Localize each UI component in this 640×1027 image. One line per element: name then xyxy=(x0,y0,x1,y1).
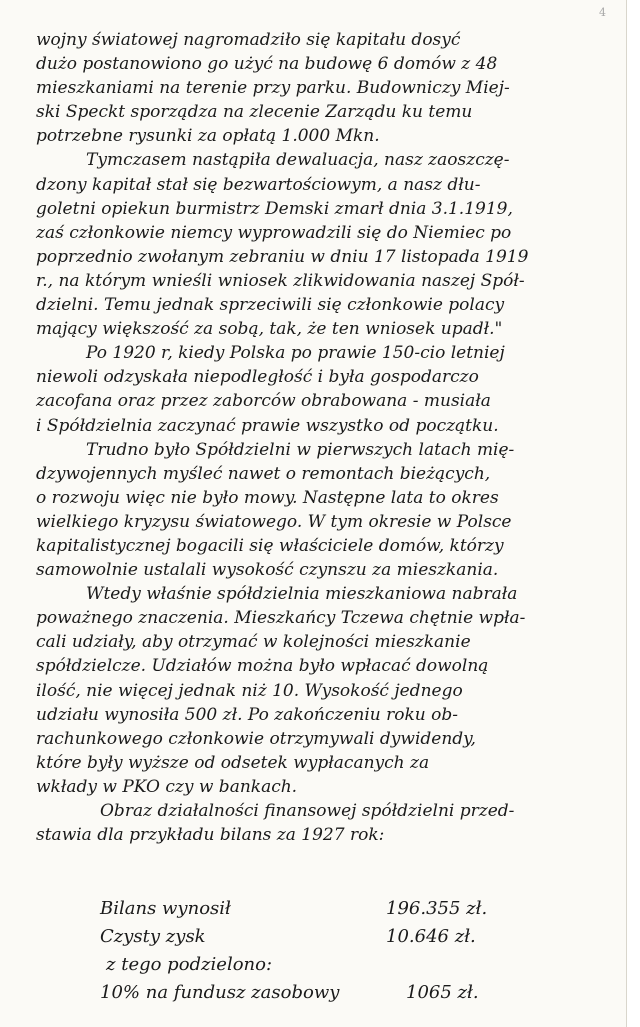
bilans-value: 196.355 zł. xyxy=(386,898,488,919)
text-line: poprzednio zwołanym zebraniu w dniu 17 listopada 1919 xyxy=(36,246,529,267)
text-line: i Spółdzielnia zaczynać prawie wszystko od początku. xyxy=(36,415,499,436)
paragraph-start: Trudno było Spółdzielni w pierwszych latach mię- xyxy=(86,439,515,460)
bilans-label: z tego podzielono: xyxy=(106,954,273,975)
bilans-value: 10.646 zł. xyxy=(386,926,476,947)
text-line: ski Speckt sporządza na zlecenie Zarządu ku temu xyxy=(36,102,473,123)
body-text xyxy=(36,32,601,851)
text-line: zaś członkowie niemcy wyprowadzili się do Niemiec po xyxy=(36,222,512,243)
text-line: ilość, nie więcej jednak niż 10. Wysokość jednego xyxy=(36,680,463,701)
paragraph-start: Obraz działalności finansowej spółdzielni przed- xyxy=(100,801,515,821)
paragraph-start: Po 1920 r, kiedy Polska po prawie 150-cio letniej xyxy=(86,343,505,364)
text-line: dzywojennych myśleć nawet o remontach bieżących, xyxy=(36,463,491,484)
text-line: wojny światowej nagromadziło się kapitału dosyć xyxy=(36,30,461,50)
text-line: mający większość za sobą, tak, że ten wniosek upadł." xyxy=(36,319,503,340)
paragraph-start: Wtedy właśnie spółdzielnia mieszkaniowa nabrała xyxy=(86,584,518,605)
text-line: mieszkaniami na terenie przy parku. Budowniczy Miej- xyxy=(36,78,510,99)
text-line: dzielni. Temu jednak sprzeciwili się członkowie polacy xyxy=(36,295,505,316)
bilans-label: 10% na fundusz zasobowy xyxy=(100,982,340,1003)
text-line: goletni opiekun burmistrz Demski zmarł dnia 3.1.1919, xyxy=(36,198,513,219)
text-line: dzony kapitał stał się bezwartościowym, a nasz dłu- xyxy=(36,174,481,195)
text-line: o rozwoju więc nie było mowy. Następne lata to okres xyxy=(36,487,499,508)
bilans-label: Bilans wynosił xyxy=(100,898,231,919)
text-line: wkłady w PKO czy w bankach. xyxy=(36,776,298,797)
text-line: niewoli odzyskała niepodległość i była gospodarczo xyxy=(36,367,479,388)
text-line: cali udziały, aby otrzymać w kolejności mieszkanie xyxy=(36,632,471,653)
text-line: które były wyższe od odsetek wypłacanych za xyxy=(36,752,430,773)
text-line: spółdzielcze. Udziałów można było wpłacać dowolną xyxy=(36,656,489,677)
text-line: kapitalistycznej bogacili się właściciele domów, którzy xyxy=(36,535,504,556)
text-line: wielkiego kryzysu światowego. W tym okresie w Polsce xyxy=(36,511,512,532)
paragraph-start: Tymczasem nastąpiła dewaluacja, nasz zaoszczę- xyxy=(86,150,510,171)
text-line: zacofana oraz przez zaborców obrabowana - musiała xyxy=(36,391,491,412)
text-line: samowolnie ustalali wysokość czynszu za mieszkania. xyxy=(36,560,499,581)
bilans-label: Czysty zysk xyxy=(100,926,206,947)
text-line: potrzebne rysunki za opłatą 1.000 Mkn. xyxy=(36,126,380,147)
text-line: stawia dla przykładu bilans za 1927 rok: xyxy=(36,825,385,846)
text-line: poważnego znaczenia. Mieszkańcy Tczewa chętnie wpła- xyxy=(36,608,526,629)
text-line: rachunkowego członkowie otrzymywali dywidendy, xyxy=(36,728,476,749)
text-line: dużo postanowiono go użyć na budowę 6 domów z 48 xyxy=(36,54,498,75)
text-line: udziału wynosiła 500 zł. Po zakończeniu roku ob- xyxy=(36,704,459,725)
bilans-value: 1065 zł. xyxy=(406,982,479,1003)
text-line: r., na którym wnieśli wniosek zlikwidowania naszej Spół- xyxy=(36,270,525,291)
page-number: 4 xyxy=(599,6,606,19)
